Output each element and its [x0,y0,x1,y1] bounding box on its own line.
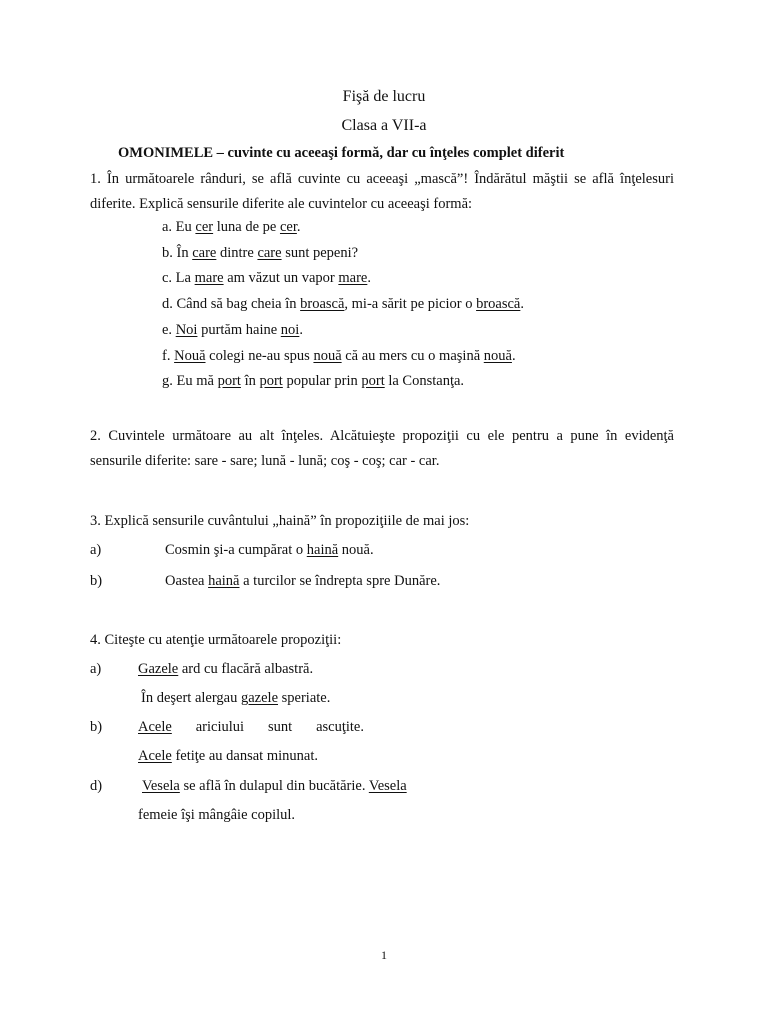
exercise-1-item-e [162,322,303,339]
exercise-4-intro: 4. Citeşte cu atenţie următoarele propoziţii: [90,632,342,648]
topic-heading: OMONIMELE – cuvinte cu aceeaşi formă, dar cu înţeles complet diferit [118,145,565,161]
text: ascuţite. [316,719,364,735]
homonym-word: broască [476,296,521,312]
homonym-word: nouă [483,348,512,364]
text: ard cu flacără albastră. [178,661,314,677]
text: f. [162,348,175,364]
text: g. Eu mă [162,373,218,389]
homonym-word: Vesela [142,778,180,794]
text: purtăm haine [197,322,281,338]
exercise-3-intro: 3. Explică sensurile cuvântului „haină” în propoziţiile de mai jos: [90,513,470,529]
homonym-word: Acele [138,719,172,735]
page-number: 1 [381,948,387,962]
text: . [520,296,524,312]
text: dintre [216,245,258,261]
exercise-4-a-line-2 [141,690,330,707]
exercise-1-item-g [162,373,464,390]
text: că au mers cu o maşină [341,348,484,364]
exercise-3-sentence-b [165,573,440,590]
text: am văzut un vapor [223,270,339,286]
homonym-word: cer [279,219,297,235]
homonym-word: port [361,373,385,389]
exercise-4-d-line-2 [138,807,295,824]
homonym-word: Vesela [368,778,407,794]
homonym-word: haină [306,542,339,558]
exercise-4-label-a: a) [90,661,102,677]
text: sunt pepeni? [281,245,359,261]
text: În deşert alergau [141,690,241,706]
exercise-3-sentence-a [165,542,374,559]
homonym-word: Acele [138,748,172,764]
exercise-1-item-f [162,348,516,365]
text: a. Eu [162,219,196,235]
text: d. Când să bag cheia în [162,296,301,312]
text: femeie îşi mângâie copilul. [138,807,296,823]
text: . [299,322,303,338]
homonym-word: care [192,245,217,261]
page-title: Fişă de lucru [342,88,426,105]
text: în [240,373,260,389]
homonym-word: port [217,373,241,389]
exercise-1-intro: 1. În următoarele rânduri, se află cuvinte cu aceeaşi „mască”! Îndărătul măştii se află înţelesuri diferite. Explică sensurile diferite ale cuvintelor cu aceeaşi formă: [90,171,674,212]
homonym-word: mare [338,270,368,286]
exercise-1-item-b [162,245,358,262]
text: . [367,270,371,286]
homonym-word: port [259,373,283,389]
text: nouă. [338,542,374,558]
text: sunt [267,719,293,735]
homonym-word: haină [208,573,240,589]
text: Oastea [165,573,209,589]
exercise-4-d-line-1 [142,778,407,795]
homonym-word: Gazele [138,661,179,677]
text: , mi-a sărit pe picior o [344,296,477,312]
homonym-word: Nouă [174,348,206,364]
exercise-4-a-line-1 [138,661,313,678]
exercise-1-item-a [162,219,301,236]
homonym-word: care [257,245,282,261]
exercise-1-item-c [162,270,371,287]
homonym-word: cer [195,219,214,235]
text: luna de pe [213,219,280,235]
text: popular prin [282,373,362,389]
text: . [296,219,301,235]
text: Cosmin şi-a cumpărat o [165,542,307,558]
text: ariciului [195,719,245,735]
exercise-3-label-a: a) [90,542,102,558]
exercise-1-item-d [162,296,524,313]
text: . [511,348,516,364]
homonym-word: Noi [175,322,198,338]
text: colegi ne-au spus [205,348,314,364]
text: la Constanţa. [384,373,465,389]
text: b. În [162,245,193,261]
homonym-word: gazele [240,690,279,706]
homonym-word: nouă [313,348,342,364]
text: speriate. [278,690,331,706]
homonym-word: noi [280,322,300,338]
class-subtitle: Clasa a VII-a [341,117,427,134]
text: fetiţe au dansat minunat. [171,748,318,764]
exercise-3-label-b: b) [90,573,103,589]
exercise-4-label-b: b) [90,719,103,735]
homonym-word: mare [194,270,224,286]
exercise-4-label-d: d) [90,778,103,794]
exercise-4-b-line-2 [138,748,318,765]
text: c. La [162,270,195,286]
text: se află în dulapul din bucătărie. [179,778,369,794]
exercise-2-text: 2. Cuvintele următoare au alt înţeles. Alcătuieşte propoziţii cu ele pentru a pune în evidenţă sensurile diferite: sare - sare; lună - lună; coş - coş; car - car. [90,428,674,469]
text: a turcilor se îndrepta spre Dunăre. [239,573,441,589]
text: e. [162,322,176,338]
exercise-4-b-line-1 [138,719,364,736]
homonym-word: broască [300,296,345,312]
